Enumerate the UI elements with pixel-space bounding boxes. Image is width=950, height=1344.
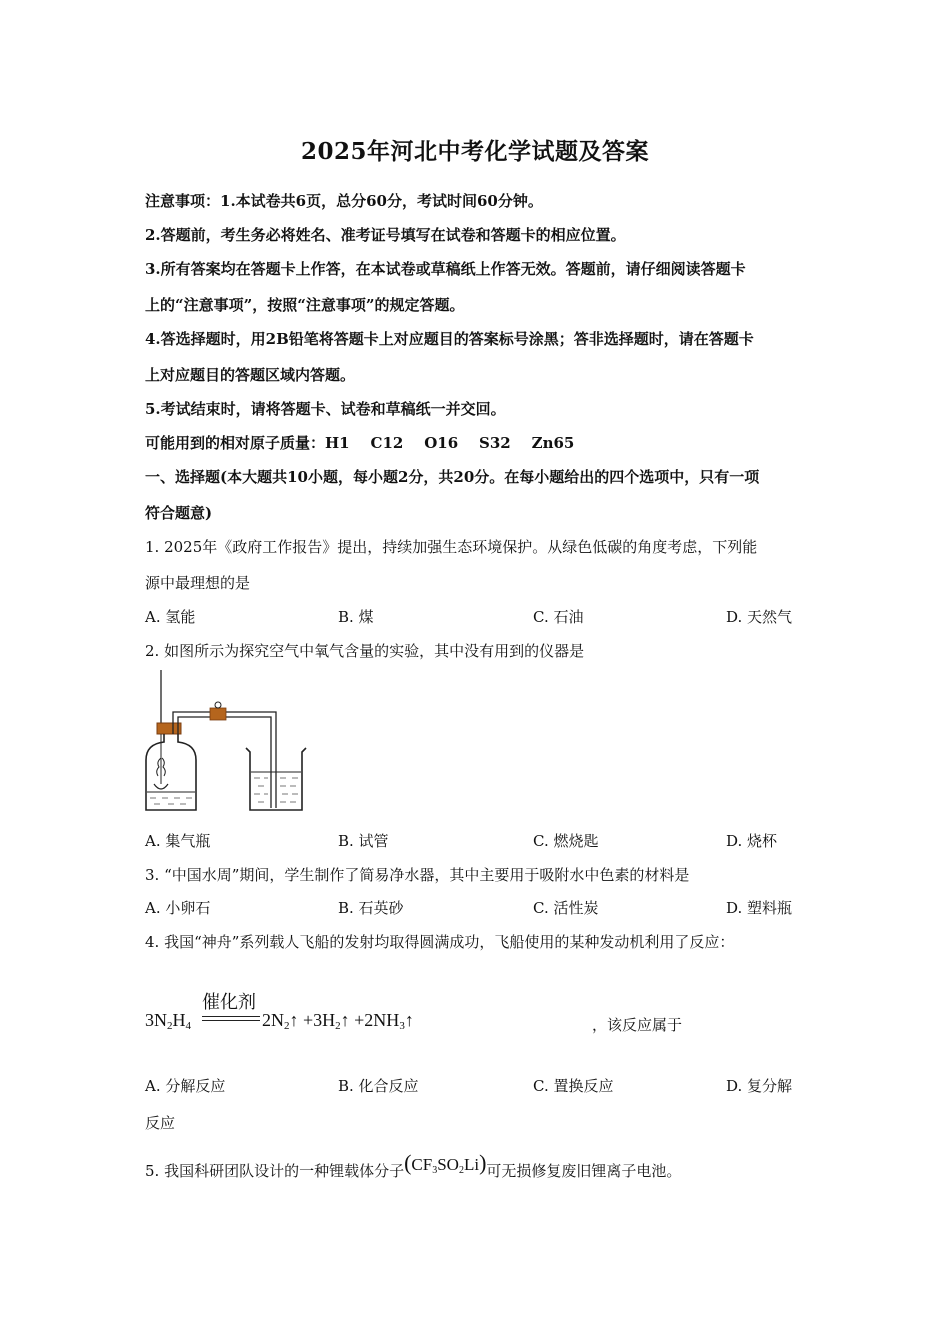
q2-option-d: D. 烧杯: [726, 832, 778, 850]
atomic-mass-line: 可能用到的相对原子质量：H1 C12 O16 S32 Zn65: [145, 434, 575, 452]
q1-stem: 1. 2025年《政府工作报告》提出，持续加强生态环境保护。从绿色低碳的角度考虑，下列能: [145, 538, 758, 556]
q4-option-c: C. 置换反应: [533, 1077, 614, 1095]
q4-option-b: B. 化合反应: [338, 1077, 419, 1095]
note-line-4: 上的“注意事项”，按照“注意事项”的规定答题。: [145, 296, 465, 314]
page-title: 2025年河北中考化学试题及答案: [300, 138, 649, 165]
q3-option-b: B. 石英砂: [338, 899, 404, 917]
note-line-2: 2.答题前，考生务必将姓名、准考证号填写在试卷和答题卡的相应位置。: [145, 226, 626, 244]
products-formula: $2N_2↑$ $+3H_2↑$ $+2NH_3↑$: [262, 1010, 414, 1032]
q3-option-a: A. 小卵石: [145, 899, 211, 917]
lithium-carrier-formula: $(CF_3SO_2Li)$: [404, 1150, 487, 1176]
q3-option-d: D. 塑料瓶: [726, 899, 793, 917]
q1-option-a: A. 氢能: [145, 608, 196, 626]
q2-option-b: B. 试管: [338, 832, 389, 850]
note-line-7: 5.考试结束时，请将答题卡、试卷和草稿纸一并交回。: [145, 400, 506, 418]
q4-stem-tail: ，该反应属于: [592, 1016, 683, 1034]
q1-option-c: C. 石油: [533, 608, 584, 626]
note-line-5: 4.答选择题时，用2B铅笔将答题卡上对应题目的答案标号涂黑；答非选择题时，请在答题卡: [145, 330, 754, 348]
equals-line-bottom: [202, 1020, 260, 1021]
section-heading: 一、选择题(本大题共10小题，每小题2分，共20分。在每小题给出的四个选项中，只有一项: [145, 468, 760, 486]
equals-line-top: [202, 1016, 260, 1017]
q5-stem: [145, 1150, 682, 1182]
note-line-3: 3.所有答案均在答题卡上作答，在本试卷或草稿纸上作答无效。答题前，请仔细阅读答题卡: [145, 260, 746, 278]
reaction-equation: [145, 988, 845, 1048]
q4-option-a: A. 分解反应: [145, 1077, 226, 1095]
q5-stem-after: 可无损修复废旧锂离子电池。: [486, 1162, 682, 1180]
q4-option-d-wrap: 反应: [145, 1114, 176, 1132]
section-heading-cont: 符合题意): [145, 504, 213, 522]
q1-option-b: B. 煤: [338, 608, 374, 626]
q3-option-c: C. 活性炭: [533, 899, 599, 917]
note-line-6: 上对应题目的答题区域内答题。: [145, 366, 356, 384]
q3-stem: 3. “中国水周”期间，学生制作了简易净水器，其中主要用于吸附水中色素的材料是: [145, 866, 690, 884]
q4-option-d: D. 复分解: [726, 1077, 793, 1095]
q1-stem-cont: 源中最理想的是: [145, 574, 251, 592]
catalyst-label: 催化剂: [202, 992, 256, 1013]
q2-option-c: C. 燃烧匙: [533, 832, 599, 850]
q2-stem: 2. 如图所示为探究空气中氧气含量的实验，其中没有用到的仪器是: [145, 642, 585, 660]
q2-option-a: A. 集气瓶: [145, 832, 211, 850]
note-line-1: 注意事项：1.本试卷共6页，总分60分，考试时间60分钟。: [145, 192, 543, 210]
experiment-apparatus-figure: [140, 668, 310, 816]
q4-stem: 4. 我国“神舟”系列载人飞船的发射均取得圆满成功，飞船使用的某种发动机利用了反应：: [145, 933, 735, 951]
q1-option-d: D. 天然气: [726, 608, 793, 626]
q5-stem-before: 5. 我国科研团队设计的一种锂载体分子: [145, 1162, 405, 1180]
reactant-formula: $3N_2H_4$: [145, 1010, 191, 1032]
